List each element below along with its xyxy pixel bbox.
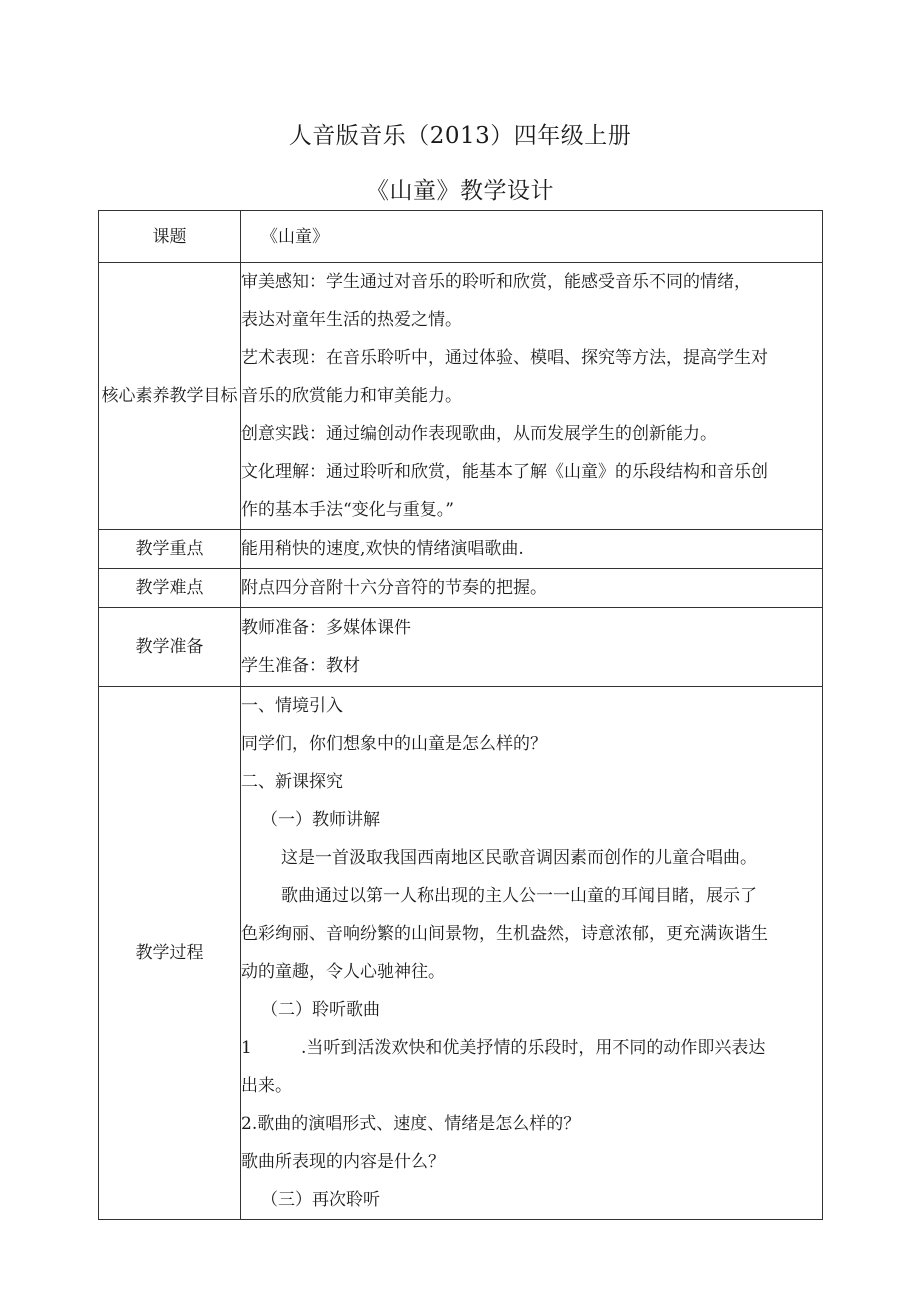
process-paragraph: 歌曲通过以第一人称出现的主人公一一山童的耳闻目睹，展示了: [281, 886, 757, 906]
document-title: 人音版音乐（2013）四年级上册: [288, 123, 632, 149]
preparation-row: [99, 608, 823, 687]
process-text: 同学们，你们想象中的山童是怎么样的？: [241, 734, 547, 754]
key-point-label: 教学重点: [99, 530, 241, 569]
list-item-text: .当听到活泼欢快和优美抒情的乐段时，用不同的动作即兴表达: [301, 1038, 766, 1058]
topic-label: 课题: [99, 211, 241, 263]
goal-line: 音乐的欣赏能力和审美能力。: [241, 386, 462, 406]
key-point-value: 能用稍快的速度,欢快的情绪演唱歌曲.: [241, 539, 524, 559]
process-list-item: 2.歌曲的演唱形式、速度、情绪是怎么样的？: [241, 1114, 581, 1134]
lesson-plan-table: [98, 210, 823, 1220]
difficulty-value: 附点四分音附十六分音符的节奏的把握。: [241, 578, 547, 598]
goal-line: 艺术表现：在音乐聆听中，通过体验、模唱、探究等方法，提高学生对: [241, 348, 768, 368]
preparation-label: 教学准备: [99, 608, 241, 687]
teacher-preparation: 教师准备：多媒体课件: [241, 618, 411, 638]
student-preparation: 学生准备：教材: [241, 656, 360, 676]
process-section-heading: 二、新课探究: [241, 772, 343, 792]
process-list-item: 歌曲所表现的内容是什么？: [241, 1152, 445, 1172]
difficulty-label: 教学难点: [99, 569, 241, 608]
topic-value-cell: [241, 211, 823, 263]
difficulty-cell: [241, 569, 823, 608]
process-section-heading: 一、情境引入: [241, 696, 343, 716]
process-row: [99, 687, 823, 1220]
process-list-item: [241, 1029, 822, 1067]
process-list-item-cont: 出来。: [241, 1076, 292, 1096]
topic-value: 《山童》: [261, 226, 329, 247]
goals-label: 核心素养教学目标: [99, 263, 241, 530]
difficulty-row: [99, 569, 823, 608]
key-point-row: [99, 530, 823, 569]
document-subtitle: 《山童》教学设计: [366, 178, 554, 204]
topic-row: [99, 211, 823, 263]
process-paragraph: 这是一首汲取我国西南地区民歌音调因素而创作的儿童合唱曲。: [281, 848, 757, 868]
process-paragraph: 动的童趣，令人心驰神往。: [241, 962, 445, 982]
process-subheading: （二）聆听歌曲: [261, 1000, 380, 1020]
preparation-cell: [241, 608, 823, 687]
goal-line: 表达对童年生活的热爱之情。: [241, 310, 462, 330]
goals-row: [99, 263, 823, 530]
goal-line: 文化理解：通过聆听和欣赏，能基本了解《山童》的乐段结构和音乐创: [241, 462, 768, 482]
process-label: 教学过程: [99, 687, 241, 1220]
process-paragraph: 色彩绚丽、音响纷繁的山间景物，生机盎然，诗意浓郁，更充满诙谐生: [241, 924, 768, 944]
goals-cell: [241, 263, 823, 530]
goal-line: 审美感知：学生通过对音乐的聆听和欣赏，能感受音乐不同的情绪，: [241, 272, 751, 292]
list-item-number: 1: [241, 1038, 252, 1058]
key-point-cell: [241, 530, 823, 569]
goal-line: 创意实践：通过编创动作表现歌曲，从而发展学生的创新能力。: [241, 424, 717, 444]
process-subheading: （三）再次聆听: [261, 1190, 380, 1210]
goal-line: 作的基本手法“变化与重复。”: [241, 500, 454, 520]
process-cell: [241, 687, 823, 1220]
process-subheading: （一）教师讲解: [261, 810, 380, 830]
